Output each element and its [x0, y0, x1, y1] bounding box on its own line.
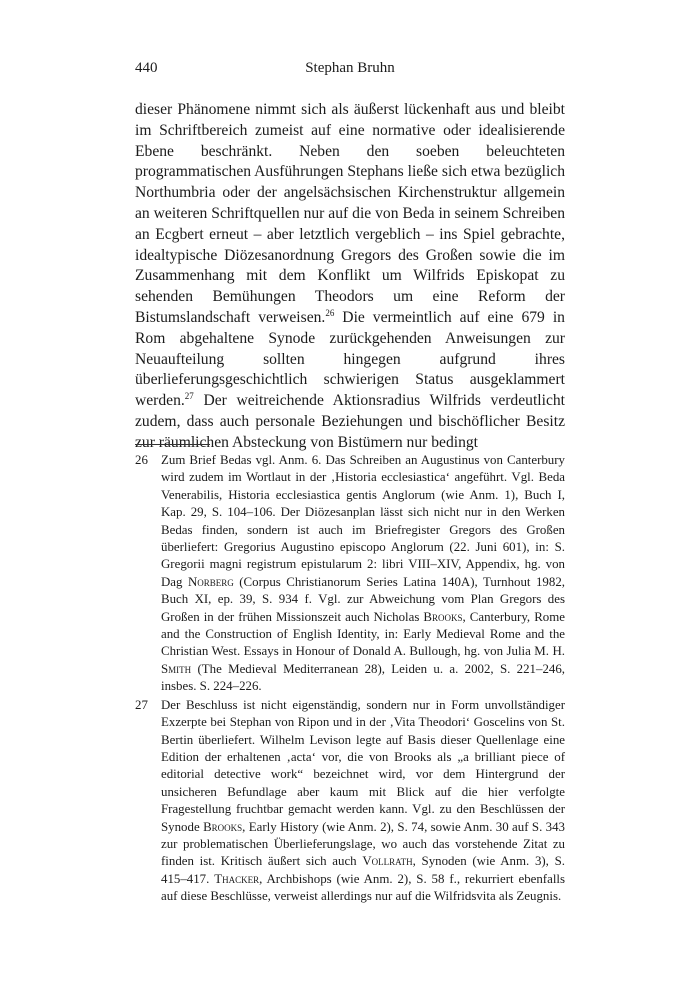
footnote-26 — [135, 452, 565, 696]
footnote-number: 26 — [135, 453, 148, 467]
footnote-text-part: (Corpus Christianorum Series Latina 140A), Turnhout 1982, Buch XI, ep. 39, S. 934 f. Vgl. zur Abweichung vom Plan Gregors des Großen in der frühen Missionszeit auch Nicholas — [161, 574, 565, 624]
footnote-27 — [135, 697, 565, 906]
footnote-text-part: (The Medieval Mediterranean 28), Leiden u. a. 2002, S. 221–246, insbes. S. 224–226. — [161, 661, 565, 694]
footnote-ref-26[interactable]: 26 — [325, 307, 335, 318]
author-name: Norberg — [187, 574, 234, 589]
footnotes — [135, 452, 565, 907]
body-paragraph — [135, 100, 565, 454]
page-number: 440 — [135, 60, 158, 76]
author-name: Vollrath — [362, 854, 413, 869]
footnote-text — [161, 452, 565, 696]
footnote-separator — [135, 444, 210, 445]
body-text-part: Die vermeintlich auf eine 679 in Rom abgehaltene Synode zurückgehenden Anweisungen zur Neuaufteilung sollten hingegen aufgrund ihres überlieferungsgeschichtlich schwierigen Status ausgeklammert werden. — [135, 308, 565, 410]
footnote-text-part: Zum Brief Bedas vgl. Anm. 6. Das Schreiben an Augustinus von Canterbury wird zudem im Wortlaut in der ‚Historia ecclesiastica‘ angeführt. Vgl. Beda Venerabilis, Historia ecclesiastica gentis Anglorum (wie Anm. 1), Buch I, Kap. 29, S. 104–106. Der Diözesanplan lässt sich nicht nur in den Werken Bedas finden, sondern ist auch im Briefregister Gregors des Großen überliefert: Gregorius Augustino episcopo Anglorum (22. Juni 601), in: S. Gregorii magni registrum epistularum 2: libri VIII–XIV, Appendix, hg. von Dag — [161, 453, 565, 589]
author-name: Thacker — [214, 871, 260, 886]
footnote-text — [161, 697, 565, 906]
author-name: Brooks — [203, 819, 243, 834]
footnote-text-part: , Archbishops (wie Anm. 2), S. 58 f., rekurriert ebenfalls auf diese Beschlüsse, verweist allerdings nur auf die Wilfridsvita als Zeugnis. — [161, 871, 565, 904]
footnote-text-part: , Early History (wie Anm. 2), S. 74, sowie Anm. 30 auf S. 343 zur problematischen Überlieferungslage, wo auch das vorstehende Zitat zu finden ist. Kritisch äußert sich auch — [161, 819, 565, 869]
footnote-text-part: Der Beschluss ist nicht eigenständig, sondern nur in Form unvollständiger Exzerpte bei Stephan von Ripon und in der ‚Vita Theodori‘ Goscelins von St. Bertin überliefert. Wilhelm Levison legte auf Basis dieser Quellenlage eine Edition der erhaltenen ‚acta‘ vor, die von Brooks als „a brilliant piece of editorial detective work“ bezeichnet wird, vor dem Hintergrund der unsicheren Befundlage aber kaum mit Blick auf die hier verfolgte Fragestellung fruchtbar gemacht werden kann. Vgl. zu den Beschlüssen der Synode — [161, 697, 565, 834]
body-text-part: Der weitreichende Aktionsradius Wilfrids verdeutlicht zudem, dass auch personale Beziehungen und bischöflicher Besitz zur räumlichen Absteckung von Bistümern nur bedingt — [135, 392, 565, 451]
author-name: Smith — [161, 661, 192, 676]
footnote-number: 27 — [135, 697, 148, 712]
footnote-text-part: , Synoden (wie Anm. 3), S. 415–417. — [161, 854, 565, 886]
footnote-ref-27[interactable]: 27 — [184, 390, 194, 401]
footnote-text-part: , Canterbury, Rome and the Construction of English Identity, in: Early Medieval Rome and the Christian West. Essays in Honour of Donald A. Bullough, hg. von Julia M. H. — [161, 609, 565, 659]
body-text-part: dieser Phänomene nimmt sich als äußerst lückenhaft aus und bleibt im Schriftbereich zumeist auf eine normative oder idealisierende Ebene beschränkt. Neben den soeben beleuchteten programmatischen Ausführungen Stephans ließe sich etwa bezüglich Northumbria oder der angelsächsischen Kirchenstruktur allgemein an weiteren Schriftquellen nur auf die von Beda in seinem Schreiben an Ecgbert erneut – aber letztlich vergeblich – ins Spiel gebrachte, idealtypische Diözesanordnung Gregors des Großen sowie die im Zusammenhang mit dem Konflikt um Wilfrids Episkopat zu sehenden Bemühungen Theodors um eine Reform der Bistumslandschaft verweisen. — [135, 101, 565, 326]
running-head: Stephan Bruhn — [305, 60, 395, 76]
author-name: Brooks — [423, 609, 463, 624]
page-header — [135, 60, 565, 82]
